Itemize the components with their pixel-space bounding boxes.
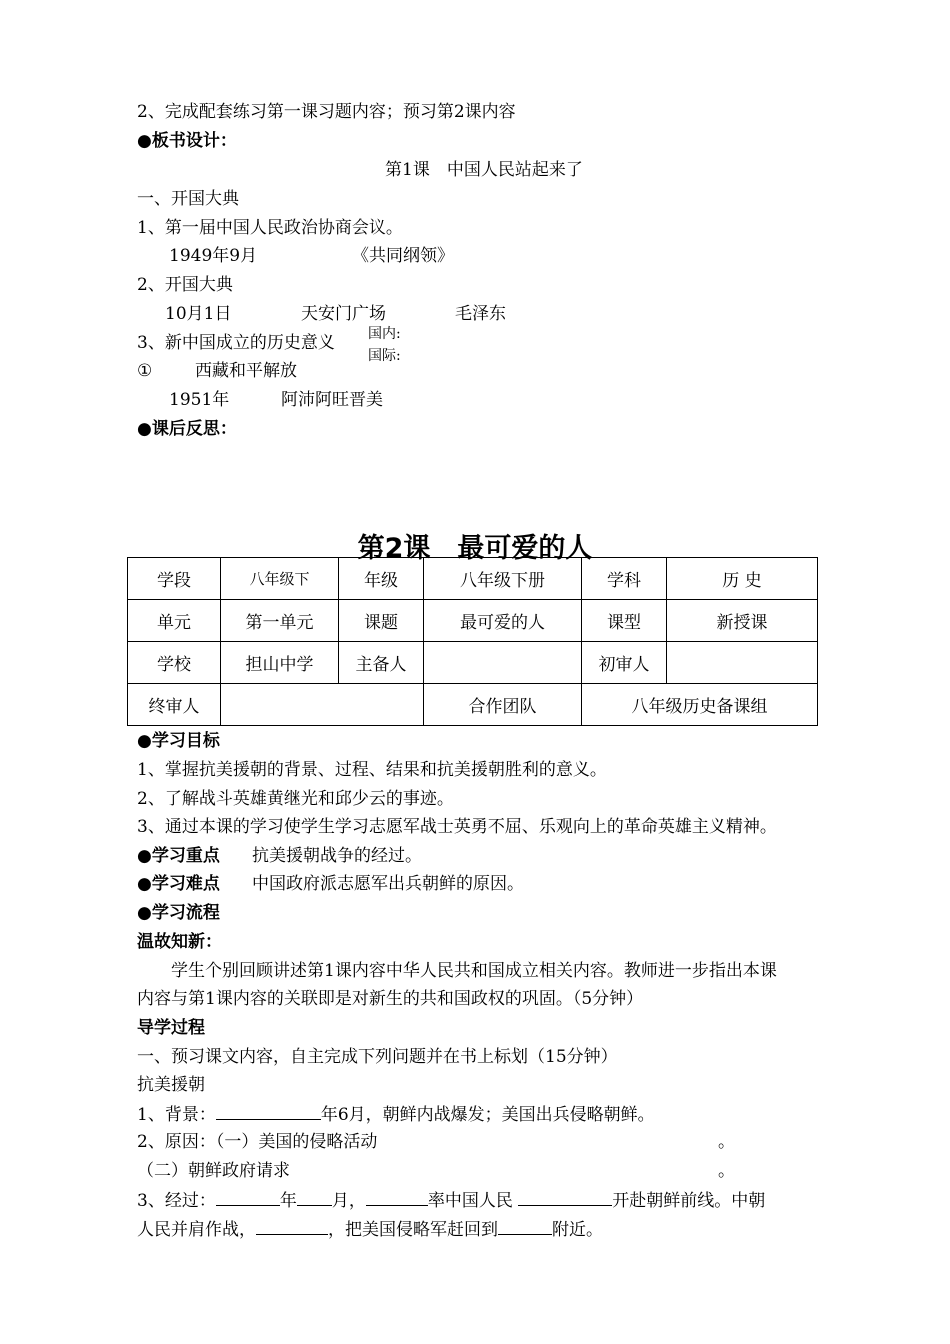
process-label: 3、经过： xyxy=(137,1191,216,1211)
goal-2: 2、了解战斗英雄黄继光和邱少云的事迹。 xyxy=(137,789,454,809)
homework-item-2: 2、完成配套练习第一课习题内容；预习第2课内容 xyxy=(137,102,516,122)
fill-blank[interactable] xyxy=(216,1189,280,1206)
table-cell: 学科 xyxy=(582,558,667,600)
table-cell: 课题 xyxy=(339,600,424,642)
item-ceremony-person: 毛泽东 xyxy=(455,304,506,324)
fill-blank[interactable] xyxy=(518,1189,612,1206)
lesson-info-table xyxy=(127,557,818,726)
table-cell: 学校 xyxy=(128,642,221,684)
lesson2-title: 第2课 最可爱的人 xyxy=(357,533,593,564)
fill-blank[interactable] xyxy=(256,1218,328,1235)
item-ceremony-date: 10月1日 xyxy=(165,304,232,324)
significance-international: 国际: xyxy=(368,348,401,364)
item-ceremony-place: 天安门广场 xyxy=(301,304,386,324)
item-tibet-person: 阿沛阿旺晋美 xyxy=(281,390,383,410)
cause-question-1: 2、原因：（一）美国的侵略活动 xyxy=(137,1132,378,1152)
table-cell: 主备人 xyxy=(339,642,424,684)
significance-domestic: 国内: xyxy=(368,326,401,342)
item-cppcc-date: 1949年9月 xyxy=(169,246,258,266)
table-cell: 八年级历史备课组 xyxy=(582,684,818,726)
table-cell: 课型 xyxy=(582,600,667,642)
process-year: 年 xyxy=(279,1191,297,1211)
item-tibet-year: 1951年 xyxy=(169,390,230,410)
process-month: 月， xyxy=(331,1191,366,1211)
key-point-label: ●学习重点 xyxy=(137,846,220,866)
lesson1-title: 第1课 中国人民站起来了 xyxy=(385,160,583,180)
flow-heading: ●学习流程 xyxy=(137,903,220,923)
table-cell: 新授课 xyxy=(667,600,818,642)
table-cell: 初审人 xyxy=(582,642,667,684)
cause-period-1: 。 xyxy=(718,1132,735,1152)
item-ceremony: 2、开国大典 xyxy=(137,275,233,295)
guide-heading: 导学过程 xyxy=(137,1018,205,1038)
goal-1: 1、掌握抗美援朝的背景、过程、结果和抗美援朝胜利的意义。 xyxy=(137,760,607,780)
table-cell xyxy=(667,642,818,684)
fill-blank[interactable] xyxy=(366,1189,428,1206)
circled-number-1: ① xyxy=(137,361,153,381)
background-question xyxy=(137,1103,655,1126)
process-line2-a: 人民并肩作战， xyxy=(137,1220,256,1240)
table-row xyxy=(128,600,818,642)
process-end: 开赴朝鲜前线。中朝 xyxy=(612,1191,766,1211)
process-line2-b: ，把美国侵略军赶回到 xyxy=(328,1220,498,1240)
fill-blank[interactable] xyxy=(216,1103,321,1120)
difficulty-label: ●学习难点 xyxy=(137,874,220,894)
goals-heading: ●学习目标 xyxy=(137,731,220,751)
table-cell: 八年级下册 xyxy=(424,558,582,600)
difficulty-text: 中国政府派志愿军出兵朝鲜的原因。 xyxy=(252,874,524,894)
guide-step-1: 一、预习课文内容，自主完成下列问题并在书上标划（15分钟） xyxy=(137,1047,618,1067)
process-line2-c: 附近。 xyxy=(552,1220,603,1240)
key-point-text: 抗美援朝战争的经过。 xyxy=(252,846,422,866)
topic-title: 抗美援朝 xyxy=(137,1075,205,1095)
process-question-line1 xyxy=(137,1189,765,1212)
cause-period-2: 。 xyxy=(718,1161,735,1181)
process-lead: 率中国人民 xyxy=(427,1191,513,1211)
item-cppcc: 1、第一届中国人民政治协商会议。 xyxy=(137,218,403,238)
item-tibet: 西藏和平解放 xyxy=(195,361,297,381)
item-common-program: 《共同纲领》 xyxy=(352,246,454,266)
table-row xyxy=(128,684,818,726)
fill-blank[interactable] xyxy=(297,1189,332,1206)
table-cell: 担山中学 xyxy=(221,642,339,684)
review-paragraph-line2: 内容与第1课内容的关联即是对新生的共和国政权的巩固。（5分钟） xyxy=(137,989,644,1009)
table-cell: 终审人 xyxy=(128,684,221,726)
table-cell: 合作团队 xyxy=(424,684,582,726)
item-significance: 3、新中国成立的历史意义 xyxy=(137,333,335,353)
table-row xyxy=(128,558,818,600)
table-cell: 年级 xyxy=(339,558,424,600)
table-cell: 单元 xyxy=(128,600,221,642)
table-cell: 最可爱的人 xyxy=(424,600,582,642)
table-cell: 学段 xyxy=(128,558,221,600)
cause-question-2: （二）朝鲜政府请求 xyxy=(137,1161,290,1181)
table-cell xyxy=(424,642,582,684)
background-text: 年6月，朝鲜内战爆发；美国出兵侵略朝鲜。 xyxy=(320,1105,655,1125)
table-cell: 历 史 xyxy=(667,558,818,600)
table-row xyxy=(128,642,818,684)
review-heading: 温故知新： xyxy=(137,932,222,952)
review-paragraph-line1: 学生个别回顾讲述第1课内容中华人民共和国成立相关内容。教师进一步指出本课 xyxy=(171,961,777,981)
fill-blank[interactable] xyxy=(498,1218,552,1235)
reflection-heading: ●课后反思： xyxy=(137,419,237,439)
table-cell: 八年级下 xyxy=(221,558,339,600)
process-question-line2 xyxy=(137,1218,603,1241)
background-label: 1、背景： xyxy=(137,1105,216,1125)
section-founding-ceremony: 一、开国大典 xyxy=(137,189,239,209)
goal-3: 3、通过本课的学习使学生学习志愿军战士英勇不屈、乐观向上的革命英雄主义精神。 xyxy=(137,817,777,837)
table-cell: 第一单元 xyxy=(221,600,339,642)
board-design-heading: ●板书设计： xyxy=(137,131,237,151)
table-cell xyxy=(221,684,424,726)
